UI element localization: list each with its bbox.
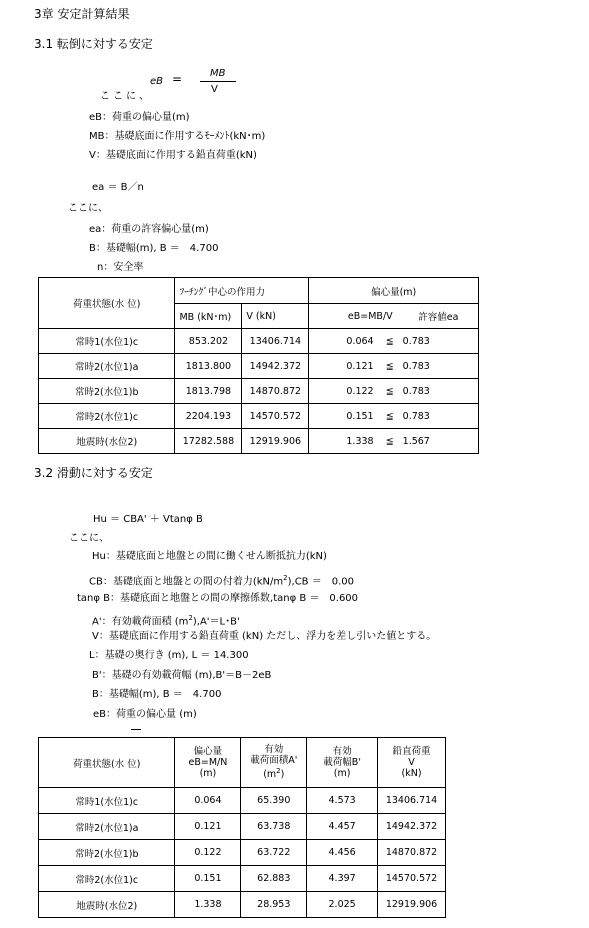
table-row bbox=[39, 788, 446, 814]
row-op: ≦ bbox=[385, 335, 394, 347]
row-op: ≦ bbox=[385, 360, 394, 372]
formula-denominator: V bbox=[211, 84, 218, 95]
row-state: 常時2(水位1)c bbox=[39, 866, 175, 892]
row-eb: 0.122 bbox=[346, 385, 374, 397]
row-op: ≦ bbox=[385, 410, 394, 422]
formula-numerator: MB bbox=[210, 68, 226, 79]
row-state: 地震時(水位2) bbox=[39, 892, 175, 918]
col-header-v-2: 鉛直荷重 V (kN) bbox=[378, 738, 446, 788]
row-ea: 0.783 bbox=[399, 329, 479, 354]
row-eb: 0.064 bbox=[175, 788, 241, 814]
col-header-eb-2: 偏心量 eB=M/N (m) bbox=[175, 738, 241, 788]
def-bprime: B'：基礎の有効載荷幅 (m),B'＝B－2eB bbox=[92, 670, 272, 681]
row-mb: 17282.588 bbox=[175, 429, 242, 454]
row-bprime: 4.457 bbox=[307, 814, 378, 840]
row-v: 14570.572 bbox=[378, 866, 446, 892]
row-area: 65.390 bbox=[241, 788, 307, 814]
col-header-state-2: 荷重状態(水 位) bbox=[39, 738, 175, 788]
row-eb: 0.122 bbox=[175, 840, 241, 866]
table-row bbox=[39, 329, 479, 354]
row-bprime: 4.397 bbox=[307, 866, 378, 892]
def-mb: MB：基礎底面に作用するﾓｰﾒﾝﾄ(kN･m) bbox=[89, 131, 266, 142]
row-eb: 1.338 bbox=[175, 892, 241, 918]
row-bprime: 2.025 bbox=[307, 892, 378, 918]
def-tanphi: tanφ B：基礎底面と地盤との間の摩擦係数,tanφ B ＝ 0.600 bbox=[77, 593, 359, 604]
row-eb: 0.151 bbox=[346, 410, 374, 422]
row-state: 常時2(水位1)a bbox=[39, 354, 175, 379]
koko-label-3: ここに、 bbox=[69, 533, 109, 544]
ea-formula: ea ＝ B／n bbox=[92, 182, 144, 193]
hu-formula: Hu ＝ CBA' ＋ Vtanφ B bbox=[93, 514, 203, 525]
underline-mark bbox=[131, 729, 141, 730]
row-mb: 1813.798 bbox=[175, 379, 242, 404]
table-row bbox=[39, 354, 479, 379]
row-state: 常時2(水位1)c bbox=[39, 404, 175, 429]
table-row bbox=[39, 429, 479, 454]
def-ea: ea：荷重の許容偏心量(m) bbox=[89, 224, 209, 235]
row-v: 12919.906 bbox=[242, 429, 309, 454]
row-op: ≦ bbox=[385, 385, 394, 397]
def-n: n：安全率 bbox=[97, 262, 144, 273]
col-header-v: V (kN) bbox=[242, 304, 309, 329]
sliding-table bbox=[38, 737, 446, 918]
table-row bbox=[39, 814, 446, 840]
row-area: 63.738 bbox=[241, 814, 307, 840]
chapter-title: 3章 安定計算結果 bbox=[34, 7, 130, 21]
overturning-table bbox=[38, 277, 479, 454]
row-v: 14942.372 bbox=[242, 354, 309, 379]
col-header-eccentricity: 偏心量(m) bbox=[309, 278, 479, 304]
row-v: 12919.906 bbox=[378, 892, 446, 918]
row-bprime: 4.573 bbox=[307, 788, 378, 814]
koko-label: ここに、 bbox=[100, 91, 152, 102]
def-v: V：基礎底面に作用する鉛直荷重(kN) bbox=[89, 150, 257, 161]
col-header-area: 有効 載荷面積A' $(m^2)$ bbox=[241, 738, 307, 788]
row-eb: 0.151 bbox=[175, 866, 241, 892]
row-op: ≦ bbox=[385, 435, 394, 447]
def-v-2: V：基礎底面に作用する鉛直荷重 (kN) ただし、浮力を差し引いた値とする。 bbox=[92, 631, 437, 642]
row-mb: 1813.800 bbox=[175, 354, 242, 379]
def-b: B：基礎幅(m), B ＝ 4.700 bbox=[89, 243, 219, 254]
row-ea: 0.783 bbox=[399, 354, 479, 379]
def-b-2: B：基礎幅(m), B ＝ 4.700 bbox=[92, 689, 222, 700]
table-row bbox=[39, 866, 446, 892]
table-row bbox=[39, 892, 446, 918]
row-eb: 0.121 bbox=[346, 360, 374, 372]
col-header-eb: eB=MB/V bbox=[309, 304, 399, 329]
row-state: 常時2(水位1)b bbox=[39, 840, 175, 866]
row-state: 常時2(水位1)b bbox=[39, 379, 175, 404]
row-bprime: 4.456 bbox=[307, 840, 378, 866]
col-header-bprime: 有効 載荷幅B' (m) bbox=[307, 738, 378, 788]
row-v: 14870.872 bbox=[242, 379, 309, 404]
row-v: 13406.714 bbox=[242, 329, 309, 354]
row-v: 14942.372 bbox=[378, 814, 446, 840]
col-header-state: 荷重状態(水 位) bbox=[39, 278, 175, 329]
row-area: 62.883 bbox=[241, 866, 307, 892]
row-state: 常時2(水位1)a bbox=[39, 814, 175, 840]
row-v: 14570.572 bbox=[242, 404, 309, 429]
row-mb: 853.202 bbox=[175, 329, 242, 354]
section-3-1-title: 3.1 転倒に対する安定 bbox=[34, 37, 153, 51]
row-state: 地震時(水位2) bbox=[39, 429, 175, 454]
col-header-mb: MB (kN･m) bbox=[175, 304, 242, 329]
row-eb: 1.338 bbox=[346, 435, 374, 447]
def-l: L：基礎の奥行き (m), L ＝ 14.300 bbox=[89, 650, 249, 661]
def-hu: Hu：基礎底面と地盤との間に働くせん断抵抗力(kN) bbox=[92, 551, 327, 562]
def-a: A'：有効載荷面積 $(m^2),A'=L$･B' bbox=[92, 614, 240, 628]
def-eb: eB：荷重の偏心量(m) bbox=[89, 112, 190, 123]
row-v: 13406.714 bbox=[378, 788, 446, 814]
table-row bbox=[39, 404, 479, 429]
row-mb: 2204.193 bbox=[175, 404, 242, 429]
fraction-bar bbox=[200, 81, 236, 82]
row-ea: 0.783 bbox=[399, 379, 479, 404]
formula-lhs: eB bbox=[150, 76, 164, 87]
def-cb: CB：基礎底面と地盤との間の付着力$(kN/m^2),CB$ ＝ 0.00 bbox=[89, 574, 354, 588]
section-3-2-title: 3.2 滑動に対する安定 bbox=[34, 466, 153, 480]
col-header-footing-force: ﾌｰﾁﾝｸﾞ中心の作用力 bbox=[175, 278, 309, 304]
row-eb: 0.121 bbox=[175, 814, 241, 840]
koko-label-2: ここに、 bbox=[68, 203, 108, 214]
row-area: 63.722 bbox=[241, 840, 307, 866]
row-v: 14870.872 bbox=[378, 840, 446, 866]
row-area: 28.953 bbox=[241, 892, 307, 918]
row-ea: 0.783 bbox=[399, 404, 479, 429]
def-eb-2: eB：荷重の偏心量 (m) bbox=[93, 709, 197, 720]
table-row bbox=[39, 379, 479, 404]
row-state: 常時1(水位1)c bbox=[39, 788, 175, 814]
formula-eq: = bbox=[172, 72, 183, 86]
table-row bbox=[39, 840, 446, 866]
row-state: 常時1(水位1)c bbox=[39, 329, 175, 354]
row-ea: 1.567 bbox=[399, 429, 479, 454]
col-header-ea: 許容値ea bbox=[399, 304, 479, 329]
row-eb: 0.064 bbox=[346, 335, 374, 347]
